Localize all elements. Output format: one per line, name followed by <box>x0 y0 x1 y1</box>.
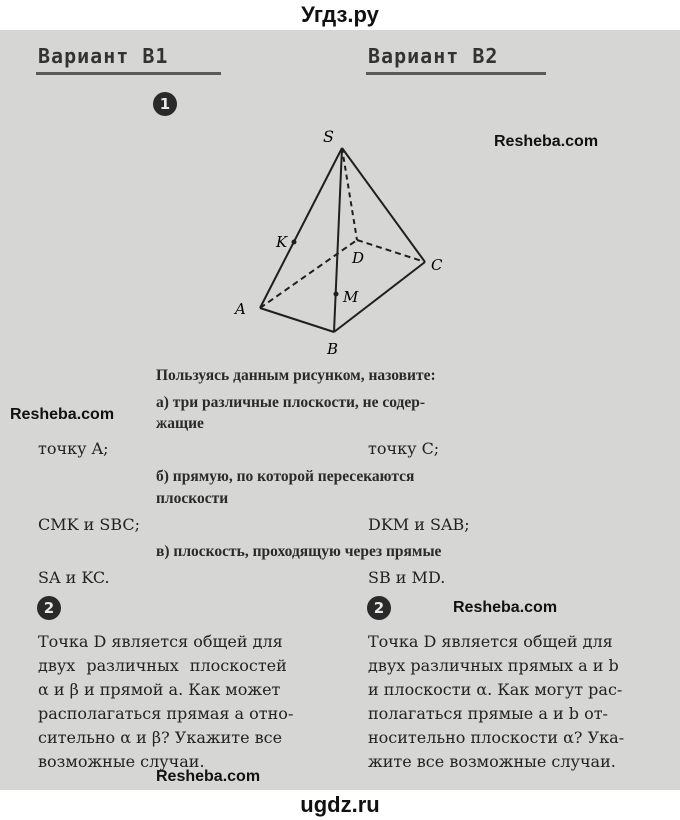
task-2-v1-line: возможные случаи. <box>38 752 205 771</box>
v2-answer-a: точку C; <box>368 439 440 458</box>
site-footer-title[interactable]: ugdz.ru <box>300 792 380 817</box>
task-1-b-line2: плоскости <box>156 490 229 507</box>
task-2-v1-line: Точка D является общей для <box>38 632 283 651</box>
label-b: B <box>327 340 339 358</box>
watermark-resheba: Resheba.com <box>453 599 558 616</box>
task-2-v2-line: жите все возможные случаи. <box>368 752 616 771</box>
label-a: A <box>235 300 246 318</box>
v1-answer-a: точку A; <box>38 439 109 458</box>
label-c: C <box>431 256 443 274</box>
textbook-page <box>0 30 680 790</box>
v2-answer-b: DKM и SAB; <box>368 515 470 534</box>
label-m: M <box>343 288 359 306</box>
label-k: K <box>276 233 288 251</box>
variant-b1-heading: Вариант В1 <box>38 44 169 68</box>
task-1-b-line1: б) прямую, по которой пересекаются <box>156 468 415 485</box>
variant-b1-underline <box>36 72 221 75</box>
task-2-number-badge-v1: 2 <box>37 596 61 620</box>
task-2-v2-line: носительно плоскости α? Ука- <box>368 728 625 747</box>
task-2-v2-line: двух различных прямых a и b <box>368 656 619 675</box>
edge-sa <box>260 148 342 308</box>
task-2-v1-line: располагаться прямая a отно- <box>38 704 294 723</box>
v2-answer-c: SB и MD. <box>368 568 446 587</box>
site-header-title[interactable]: Угдз.ру <box>301 2 379 27</box>
variant-b2-heading: Вариант В2 <box>368 44 499 68</box>
task-1-c-line: в) плоскость, проходящую через прямые <box>156 543 442 560</box>
v1-answer-c: SA и KC. <box>38 568 110 587</box>
watermark-resheba: Resheba.com <box>494 133 599 150</box>
task-1-a-line2: жащие <box>156 415 204 432</box>
edge-sd-hidden <box>342 148 357 240</box>
task-2-v2-line: и плоскости α. Как могут рас- <box>368 680 623 699</box>
edge-sc <box>342 148 425 262</box>
variant-b2-underline <box>366 72 546 75</box>
task-2-v2-line: Точка D является общей для <box>368 632 613 651</box>
task-1-a-line1: а) три различные плоскости, не содер- <box>156 394 426 411</box>
label-s: S <box>323 130 334 146</box>
edge-sb <box>334 148 342 332</box>
task-2-v2-line: полагаться прямые a и b от- <box>368 704 608 723</box>
task-2-v1-line: α и β и прямой a. Как может <box>38 680 281 699</box>
point-k <box>292 240 297 245</box>
watermark-resheba: Resheba.com <box>10 406 115 423</box>
edge-dc-hidden <box>357 240 425 262</box>
edge-ab <box>260 308 334 332</box>
label-d: D <box>352 249 365 267</box>
task-2-v1-line: сительно α и β? Укажите все <box>38 728 283 747</box>
pyramid-figure <box>225 130 465 370</box>
v1-answer-b: CMK и SBC; <box>38 515 141 534</box>
task-1-number-badge: 1 <box>153 92 177 116</box>
task-2-number-badge-v2: 2 <box>367 596 391 620</box>
watermark-resheba: Resheba.com <box>156 768 261 785</box>
task-2-v1-line: двух различных плоскостей <box>38 656 287 675</box>
point-m <box>334 292 339 297</box>
task-1-prompt: Пользуясь данным рисунком, назовите: <box>156 367 436 384</box>
